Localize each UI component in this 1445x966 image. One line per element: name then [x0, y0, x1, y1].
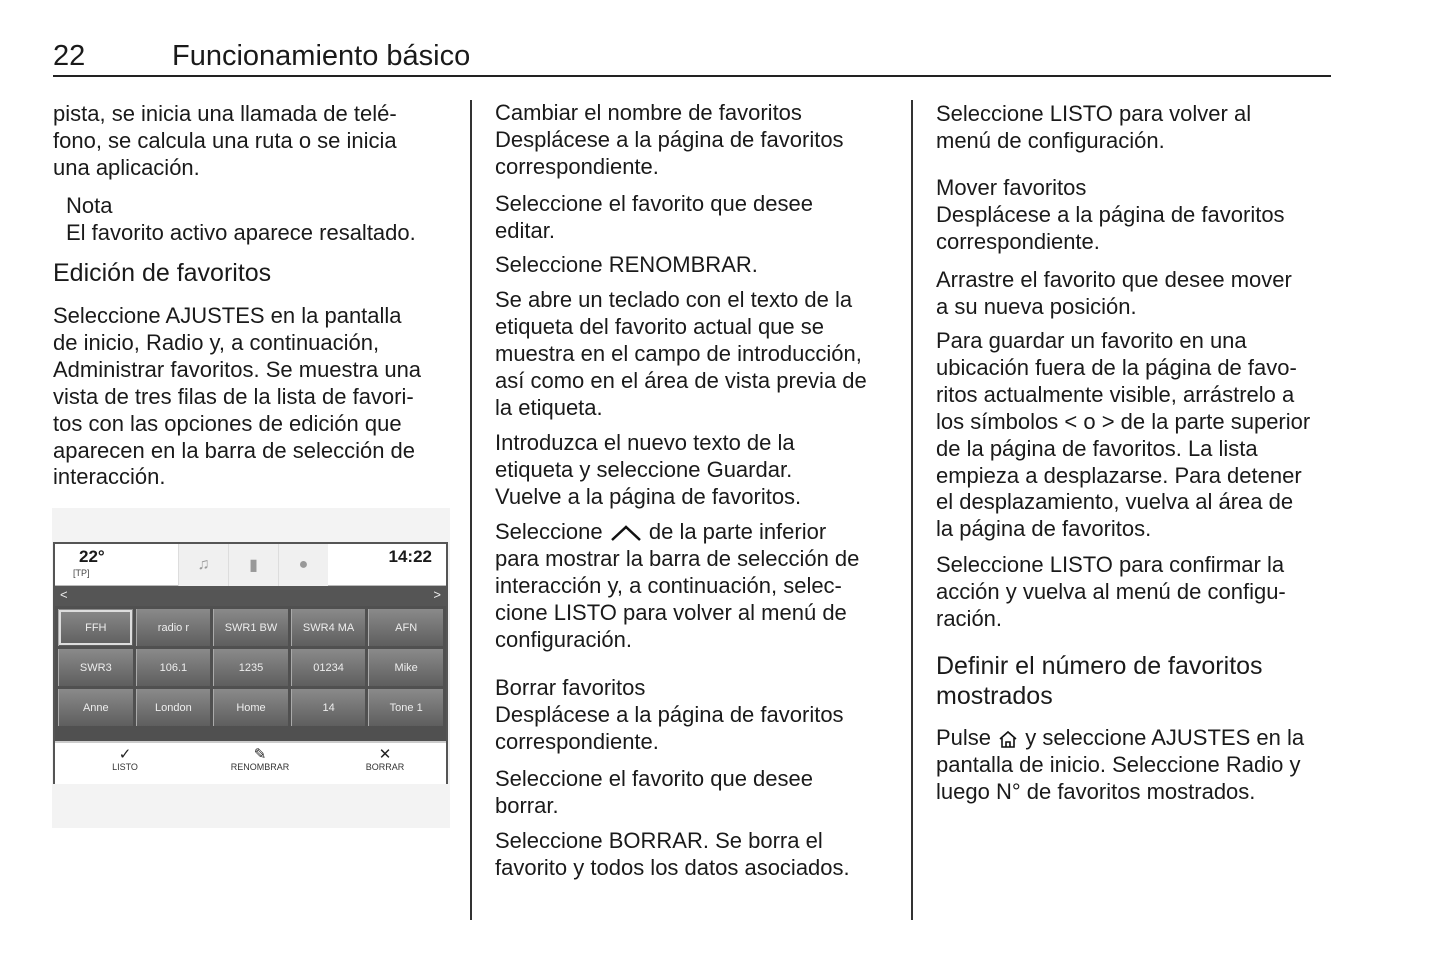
favorite-button[interactable]: Mike: [368, 649, 443, 686]
text-line: Seleccione de la parte inferior: [495, 519, 827, 544]
text-line: Vuelve a la página de favoritos.: [495, 483, 802, 509]
section-heading: [53, 258, 271, 288]
favorites-row: [58, 609, 443, 646]
text-line: Seleccione AJUSTES en la pantalla: [53, 303, 402, 328]
text-line: Edición de favoritos: [53, 259, 272, 287]
text-line: correspondiente.: [495, 153, 659, 179]
paragraph: [495, 191, 813, 245]
favorite-button[interactable]: radio r: [136, 609, 211, 646]
clock: 14:22: [388, 547, 432, 566]
text-line: Administrar favoritos. Se muestra una: [53, 356, 422, 382]
text-line: correspondiente.: [936, 228, 1100, 254]
text-line: Pulse y seleccione AJUSTES en la: [936, 725, 1305, 750]
home-icon: [997, 729, 1019, 749]
text-line: El favorito activo aparece resaltado.: [66, 219, 416, 245]
text-line: la página de favoritos.: [936, 516, 1152, 542]
paragraph: [936, 328, 1310, 543]
text-line: muestra en el campo de introducción,: [495, 340, 862, 366]
paragraph: [495, 519, 859, 654]
favorites-grid: [55, 606, 446, 741]
text-line: interacción.: [53, 464, 166, 490]
text-line: etiqueta y seleccione Guardar.: [495, 456, 793, 482]
text-line: Seleccione LISTO para confirmar la: [936, 552, 1285, 577]
favorite-button[interactable]: AFN: [368, 609, 443, 646]
favorites-nav-bar: [55, 586, 446, 606]
paragraph: [53, 303, 421, 491]
text-line: para mostrar la barra de selección de: [495, 545, 860, 571]
paragraph: [495, 252, 758, 279]
text-line: acción y vuelva al menú de configu-: [936, 578, 1286, 604]
borrar-button[interactable]: [345, 747, 425, 772]
text-line: Mover favoritos: [936, 175, 1087, 200]
text-line: correspondiente.: [495, 728, 659, 754]
pencil-icon: ✎: [253, 746, 267, 763]
chevron-right-icon[interactable]: >: [433, 587, 441, 602]
paragraph: [66, 193, 416, 247]
text-line: fono, se calcula una ruta o se inicia: [53, 127, 397, 153]
page-title: Funcionamiento básico: [172, 40, 471, 72]
favorite-button[interactable]: 01234: [291, 649, 366, 686]
paragraph: [936, 725, 1304, 806]
text-line: Desplácese a la página de favoritos: [495, 126, 844, 152]
text-line: Seleccione BORRAR. Se borra el: [495, 828, 823, 853]
text-line: así como en el área de vista previa de: [495, 367, 867, 393]
phone-icon[interactable]: ▮: [228, 544, 278, 586]
action-label: BORRAR: [365, 762, 405, 772]
favorites-screen-figure: [52, 508, 450, 828]
text-line: el desplazamiento, vuelva al área de: [936, 489, 1294, 515]
text-line: los símbolos < o > de la parte superior: [936, 408, 1311, 434]
status-bar: [55, 544, 446, 586]
text-line: una aplicación.: [53, 154, 200, 180]
action-label: LISTO: [112, 762, 138, 772]
navigation-icon[interactable]: ●: [278, 544, 328, 586]
listo-button[interactable]: [85, 747, 165, 772]
paragraph: [53, 101, 397, 182]
music-icon[interactable]: ♫: [178, 544, 228, 586]
favorite-button[interactable]: 1235: [213, 649, 288, 686]
paragraph: [495, 766, 813, 820]
paragraph: [936, 267, 1292, 321]
text-line: Seleccione RENOMBRAR.: [495, 252, 758, 277]
text-line: cione LISTO para volver al menú de: [495, 599, 847, 625]
text-line: ritos actualmente visible, arrástrelo a: [936, 381, 1295, 407]
favorite-button[interactable]: Home: [213, 689, 288, 726]
text-line: favorito y todos los datos asociados.: [495, 854, 850, 880]
paragraph: [936, 552, 1286, 633]
paragraph: [495, 430, 801, 511]
paragraph: [495, 675, 844, 756]
text-line: Desplácese a la página de favoritos: [495, 701, 844, 727]
temperature: 22°: [79, 547, 105, 566]
infotainment-screen: [53, 542, 448, 784]
favorites-row: [58, 649, 443, 686]
favorite-button[interactable]: FFH: [58, 609, 133, 646]
text-line: pista, se inicia una llamada de telé-: [53, 101, 397, 126]
paragraph: [936, 101, 1251, 155]
text-line: empieza a desplazarse. Para detener: [936, 462, 1302, 488]
text-line: Para guardar un favorito en una: [936, 328, 1247, 353]
text-line: Arrastre el favorito que desee mover: [936, 267, 1292, 292]
text-line: mostrados: [936, 682, 1053, 710]
favorite-button[interactable]: Tone 1: [368, 689, 443, 726]
action-label: RENOMBRAR: [230, 762, 290, 772]
paragraph: [495, 828, 850, 882]
text-line: de la página de favoritos. La lista: [936, 435, 1258, 461]
favorite-button[interactable]: 106.1: [136, 649, 211, 686]
text-line: ración.: [936, 605, 1003, 631]
text-line: Seleccione el favorito que desee: [495, 191, 813, 216]
favorite-button[interactable]: Anne: [58, 689, 133, 726]
text-line: borrar.: [495, 792, 559, 818]
chevron-up-icon: [609, 523, 643, 543]
check-icon: ✓: [118, 746, 132, 763]
text-line: menú de configuración.: [936, 127, 1165, 153]
column-divider: [470, 100, 472, 920]
text-line: pantalla de inicio. Seleccione Radio y: [936, 751, 1301, 777]
text-line: luego N° de favoritos mostrados.: [936, 778, 1256, 804]
section-heading: [936, 651, 1263, 711]
text-line: vista de tres filas de la lista de favori-: [53, 383, 414, 409]
text-line: a su nueva posición.: [936, 293, 1137, 319]
paragraph: [936, 175, 1285, 256]
paragraph: [495, 100, 844, 181]
paragraph: [495, 287, 867, 422]
header-rule: [53, 75, 1331, 77]
text-line: etiqueta del favorito actual que se: [495, 313, 825, 339]
text-line: de inicio, Radio y, a continuación,: [53, 329, 380, 355]
text-line: editar.: [495, 217, 555, 243]
favorites-row: [58, 689, 443, 726]
text-line: Borrar favoritos: [495, 675, 646, 700]
text-line: configuración.: [495, 626, 632, 652]
favorite-button[interactable]: SWR4 MA: [291, 609, 366, 646]
text-line: Cambiar el nombre de favoritos: [495, 100, 802, 125]
favorite-button[interactable]: 14: [291, 689, 366, 726]
text-line: Introduzca el nuevo texto de la: [495, 430, 795, 455]
chevron-left-icon[interactable]: <: [60, 587, 68, 602]
text-line: Nota: [66, 193, 113, 218]
text-line: Definir el número de favoritos: [936, 652, 1263, 680]
text-line: Se abre un teclado con el texto de la: [495, 287, 853, 312]
column-divider: [911, 100, 913, 920]
favorite-button[interactable]: SWR1 BW: [213, 609, 288, 646]
text-line: tos con las opciones de edición que: [53, 410, 402, 436]
close-icon: ✕: [378, 746, 392, 763]
interaction-bar: [55, 741, 446, 784]
favorite-button[interactable]: London: [136, 689, 211, 726]
renombrar-button[interactable]: [220, 747, 300, 772]
text-line: Seleccione LISTO para volver al: [936, 101, 1252, 126]
text-line: la etiqueta.: [495, 394, 603, 420]
text-line: Desplácese a la página de favoritos: [936, 201, 1285, 227]
favorite-button[interactable]: SWR3: [58, 649, 133, 686]
page-number: 22: [53, 40, 86, 72]
text-line: interacción y, a continuación, selec-: [495, 572, 842, 598]
tp-indicator: [TP]: [73, 568, 90, 578]
text-line: ubicación fuera de la página de favo-: [936, 354, 1297, 380]
text-line: Seleccione el favorito que desee: [495, 766, 813, 791]
text-line: aparecen en la barra de selección de: [53, 437, 416, 463]
